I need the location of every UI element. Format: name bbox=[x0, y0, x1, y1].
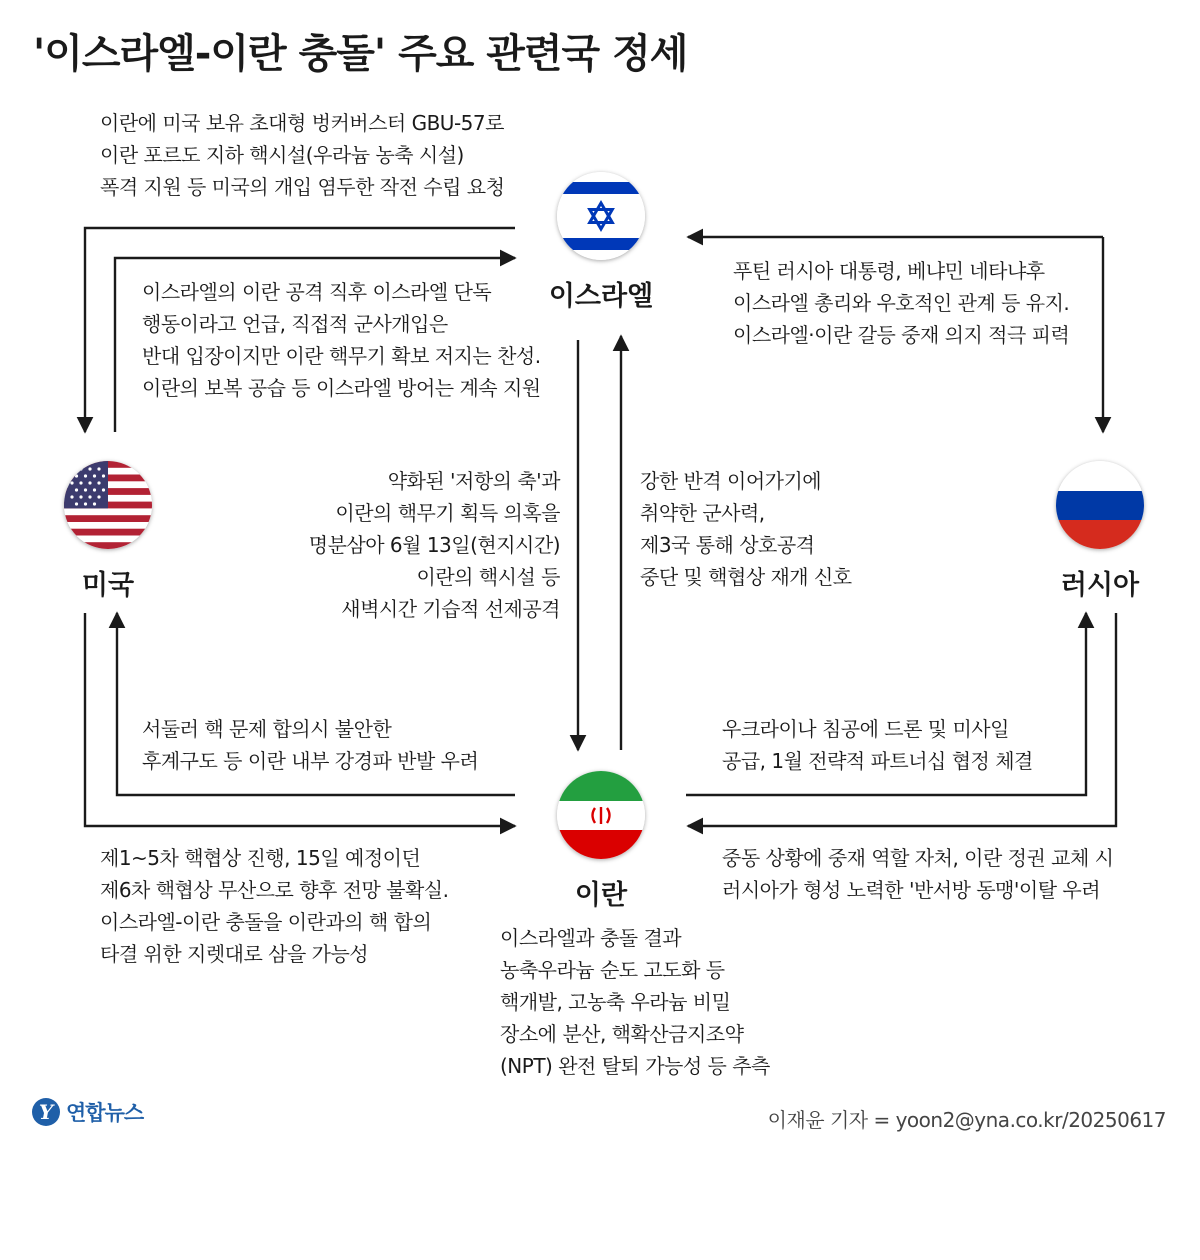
country-label-israel: 이스라엘 bbox=[548, 281, 654, 312]
country-label-usa: 미국 bbox=[81, 570, 135, 601]
note-russia-to-iran: 중동 상황에 중재 역할 자처, 이란 정권 교체 시 러시아가 형성 노력한 '반서방 동맹'이탈 우려 bbox=[722, 846, 1114, 902]
yonhap-logo bbox=[32, 1097, 143, 1127]
note-israel-to-iran: 약화된 '저항의 축'과 이란의 핵무기 획득 의혹을 명분삼아 6월 13일(현지시간) 이란의 핵시설 등 새벽시간 기습적 선제공격 bbox=[308, 469, 560, 621]
page-title: '이스라엘-이란 충돌' 주요 관련국 정세 bbox=[33, 31, 688, 77]
note-iran-outlook: 이스라엘과 충돌 결과 농축우라늄 순도 고도화 등 핵개발, 고농축 우라늄 비밀 장소에 분산, 핵확산금지조약 (NPT) 완전 탈퇴 가능성 등 추측 bbox=[500, 926, 770, 1078]
israel-flag-icon bbox=[557, 172, 645, 260]
note-iran-to-usa: 서둘러 핵 문제 합의시 불안한 후계구도 등 이란 내부 강경파 반발 우려 bbox=[142, 717, 479, 773]
note-usa-to-iran: 제1~5차 핵협상 진행, 15일 예정이던 제6차 핵협상 무산으로 향후 전망 불확실. 이스라엘-이란 충돌을 이란과의 핵 합의 타결 위한 지렛대로 삼을 가능성 bbox=[100, 846, 449, 966]
credit-line: 이재윤 기자 = yoon2@yna.co.kr/20250617 bbox=[767, 1108, 1166, 1132]
iran-flag-icon bbox=[557, 771, 645, 859]
note-russia-israel: 푸틴 러시아 대통령, 베냐민 네타냐후 이스라엘 총리와 우호적인 관계 등 유지. 이스라엘·이란 갈등 중재 의지 적극 피력 bbox=[733, 259, 1070, 347]
note-usa-to-israel: 이스라엘의 이란 공격 직후 이스라엘 단독 행동이라고 언급, 직접적 군사개입은 반대 입장이지만 이란 핵무기 확보 저지는 찬성. 이란의 보복 공습 등 이스라엘 방어는 계속 지원 bbox=[142, 280, 541, 400]
logo-text: 연합뉴스 bbox=[66, 1101, 144, 1125]
note-israel-to-usa: 이란에 미국 보유 초대형 벙커버스터 GBU-57로 이란 포르도 지하 핵시설(우라늄 농축 시설) 폭격 지원 등 미국의 개입 염두한 작전 수립 요청 bbox=[100, 111, 505, 199]
yonhap-logo-icon: Y bbox=[32, 1098, 60, 1126]
country-label-russia: 러시아 bbox=[1060, 570, 1140, 601]
country-label-iran: 이란 bbox=[574, 880, 628, 911]
usa-flag-icon bbox=[64, 461, 152, 549]
russia-flag-icon bbox=[1056, 461, 1144, 549]
note-iran-to-russia: 우크라이나 침공에 드론 및 미사일 공급, 1월 전략적 파트너십 협정 체결 bbox=[722, 717, 1033, 773]
note-iran-to-israel: 강한 반격 이어가기에 취약한 군사력, 제3국 통해 상호공격 중단 및 핵협상 재개 신호 bbox=[640, 469, 852, 589]
